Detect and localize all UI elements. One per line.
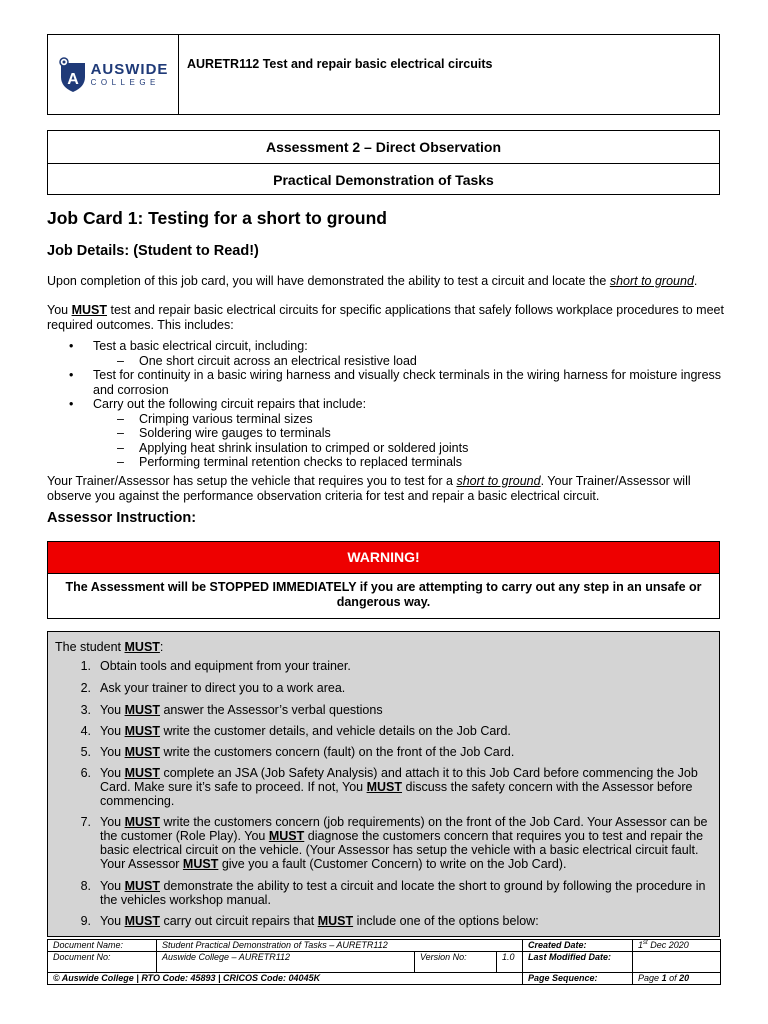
assessment-subtitle: Practical Demonstration of Tasks (273, 172, 494, 188)
unit-title: AURETR112 Test and repair basic electrical circuits (187, 57, 493, 71)
created-label: Created Date: (523, 940, 633, 952)
sub-bullet-item: – Soldering wire gauges to terminals (117, 426, 331, 440)
assessor-heading: Assessor Instruction: (47, 510, 197, 526)
footer-table (47, 939, 721, 985)
doc-no-value: Auswide College – AURETR112 (157, 952, 415, 973)
logo-cell (48, 35, 179, 114)
college-logo (58, 57, 169, 93)
logo-name: AUSWIDE (90, 60, 169, 78)
warning-message: The Assessment will be STOPPED IMMEDIATELY if you are attempting to carry out any step in an unsafe or dangerous way. (65, 580, 702, 609)
sub-bullet-item: – Applying heat shrink insulation to crimped or soldered joints (117, 440, 469, 455)
page-sequence-label: Page Sequence: (523, 973, 633, 985)
requirements-list (47, 339, 727, 470)
version-value: 1.0 (497, 952, 523, 973)
assessment-box (47, 130, 720, 195)
shield-icon (58, 57, 88, 93)
job-card-title: Job Card 1: Testing for a short to ground (47, 208, 387, 228)
version-label: Version No: (415, 952, 497, 973)
bullet-item: • Test for continuity in a basic wiring harness and visually check terminals in the wiring harness for moisture ingress and corrosion (69, 368, 722, 397)
modified-label: Last Modified Date: (523, 952, 633, 973)
doc-name-label: Document Name: (48, 940, 157, 952)
sub-bullet-item: – Performing terminal retention checks to replaced terminals (117, 455, 463, 469)
doc-name-value: Student Practical Demonstration of Tasks – AURETR112 (157, 940, 523, 952)
must-paragraph: You MUST test and repair basic electrical circuits for specific applications that safely follows workplace procedures to meet required outcomes. This includes: (47, 303, 724, 332)
copyright: © Auswide College | RTO Code: 45893 | CRICOS Code: 04045K (48, 973, 523, 985)
sub-bullet-item: – Crimping various terminal sizes (117, 411, 313, 426)
job-details-heading: Job Details: (Student to Read!) (47, 243, 259, 259)
modified-value (633, 952, 721, 973)
sub-bullet-item: – One short circuit across an electrical resistive load (117, 353, 417, 368)
assessment-title: Assessment 2 – Direct Observation (48, 131, 719, 164)
student-must-box: The student MUST: 1. Obtain tools and equipment from your trainer. 2. Ask your trainer to direct you to a work area. 3. You MUST answer the Assessor’s verbal questions 4. You MUST write the customer details, and vehicle details on the Job Card. 5. You MUST write the customers concern (fault) on the front of the Job Card. 6. You MUST complete an JSA (Job Safety Analysis) and attach it to this Job Card before commencing the Job Card. Make sure it’s safe to proceed. If not, You MUST discuss the safety concern with the Assessor before commencing. 7. You MUST write the customers concern (job requirements) on the front of the Job Card. Your Assessor can be the customer (Role Play). You MUST diagnose the customers concern that requires you to test and repair the basic electrical circuit on the vehicle. (Your Assessor has setup the vehicle with a basic electrical circuit fault. Your Assessor MUST give you a fault (Customer Concern) to write on the Job Card). 8. You MUST demonstrate the ability to test a circuit and locate the short to ground by following the procedure in the vehicles workshop manual. 9. You MUST carry out circuit repairs that MUST include one of the options below: (47, 631, 720, 937)
student-must-lead: The student MUST: (55, 640, 164, 654)
bullet-item: • Test a basic electrical circuit, including: (69, 339, 308, 353)
warning-box (47, 541, 720, 619)
warning-title: WARNING! (48, 542, 719, 574)
intro-paragraph: Upon completion of this job card, you will have demonstrated the ability to test a circuit and locate the short to ground. (47, 274, 698, 288)
created-value: 1st Dec 2020 (633, 940, 721, 952)
logo-subtitle: COLLEGE (90, 77, 160, 87)
svg-text:A: A (66, 70, 79, 88)
doc-no-label: Document No: (48, 952, 157, 973)
trainer-paragraph: Your Trainer/Assessor has setup the vehicle that requires you to test for a short to ground. Your Trainer/Assessor will observe you against the performance observation criteria for test and repair a basic electrical circuit. (47, 474, 691, 503)
bullet-item: • Carry out the following circuit repairs that include: (69, 397, 367, 411)
page-sequence-value: Page 1 of 20 (633, 973, 721, 985)
document-header (47, 34, 720, 115)
